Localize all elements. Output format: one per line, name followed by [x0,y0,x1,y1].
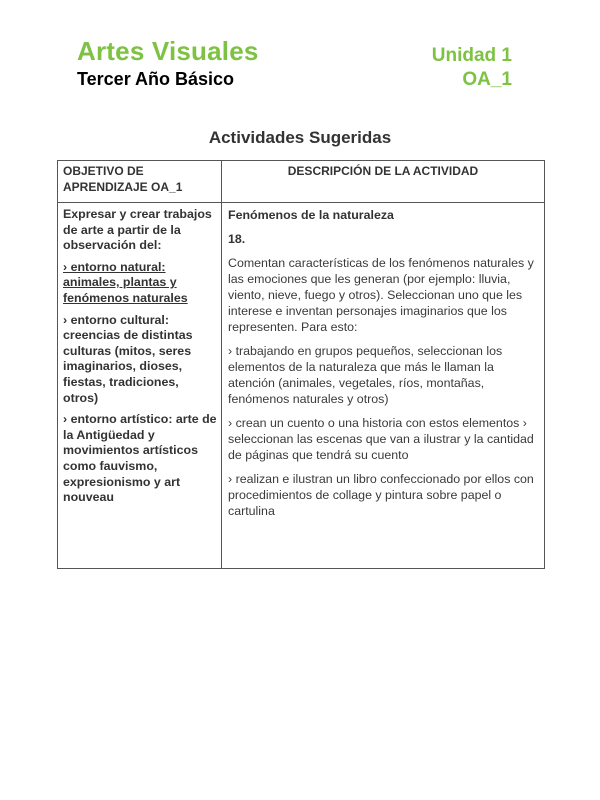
activity-step: › crean un cuento o una historia con estos elementos › seleccionan las escenas que van a ilustrar y la cantidad de páginas que tendrá su cuento [228,416,534,462]
grade-label: Tercer Año Básico [77,69,235,89]
activities-table [57,160,545,569]
page-header [0,0,600,100]
section-title: Actividades Sugeridas [208,128,392,147]
activity-description: Comentan características de los fenómenos naturales y las emociones que les generan (por ejemplo: lluvia, viento, nieve, fuego y otros). Seleccionan uno que les interese e inventan personajes imaginarios que los representen. Para esto: [228,256,534,334]
table-row [58,203,545,569]
activity-step: › realizan e ilustran un libro confeccionado por ellos con procedimientos de collage y pintura sobre papel o cartulina [228,472,534,518]
course-title: Artes Visuales [77,36,259,66]
header-description-text: DESCRIPCIÓN DE LA ACTIVIDAD [287,164,479,178]
activity-number: 18. [228,232,246,246]
activity-step: › trabajando en grupos pequeños, seleccionan los elementos de la naturaleza que más le llaman la atención (animales, vegetales, ríos, montañas, fenómenos naturales y otros) [228,344,503,406]
table-header-row [58,161,545,203]
header-cell-description [222,161,545,203]
header-cell-objective [58,161,222,203]
objective-item-cultural: › entorno cultural: creencias de distintas culturas (mitos, seres imaginarios, dioses, fiestas, tradiciones, otros) [63,312,193,405]
unit-label: Unidad 1 [431,45,512,66]
activity-title: Fenómenos de la naturaleza [228,208,394,222]
objective-item-artistic: › entorno artístico: arte de la Antigüedad y movimientos artísticos como fauvismo, expresionismo y art nouveau [63,412,217,505]
activity-cell [222,203,545,569]
objective-intro: Expresar y crear trabajos de arte a partir de la observación del: [63,207,212,253]
objective-item-natural: › entorno natural: animales, plantas y fenómenos naturales [63,259,188,305]
objective-cell [58,203,222,569]
objective-code: OA_1 [462,69,512,90]
header-objective-text: OBJETIVO DE APRENDIZAJE OA_1 [63,164,183,194]
